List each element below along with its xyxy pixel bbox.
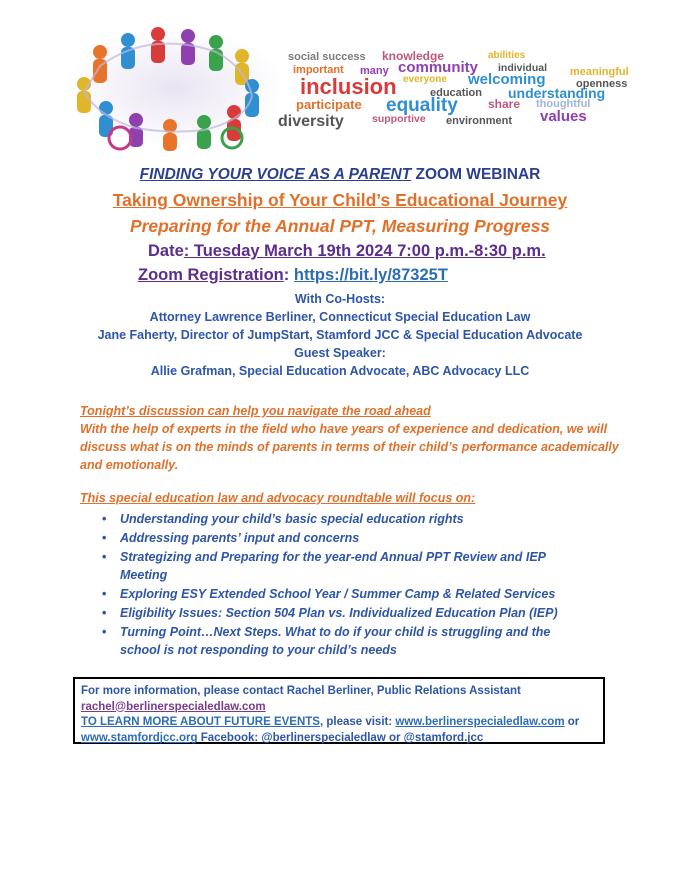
svg-text:supportive: supportive bbox=[372, 113, 426, 125]
event-subtitle-2: Preparing for the Annual PPT, Measuring Progress bbox=[129, 216, 551, 236]
svg-text:abilities: abilities bbox=[488, 50, 526, 61]
bullet-icon: • bbox=[102, 587, 107, 601]
svg-text:welcoming: welcoming bbox=[468, 71, 546, 88]
svg-text:meaningful: meaningful bbox=[570, 66, 629, 78]
svg-text:participate: participate bbox=[296, 97, 362, 112]
svg-text:share: share bbox=[488, 97, 521, 111]
future-events-label: TO LEARN MORE ABOUT FUTURE EVENTS bbox=[81, 716, 320, 728]
svg-text:knowledge: knowledge bbox=[382, 49, 445, 63]
word-cloud bbox=[278, 49, 629, 130]
contact-email-link[interactable]: rachel@berlinerspecialedlaw.com bbox=[81, 700, 266, 713]
zoom-registration: Zoom Registration: https://bit.ly/87325T bbox=[138, 266, 448, 284]
co-host-2: Jane Faherty, Director of JumpStart, Stamford JCC & Special Education Advocate bbox=[97, 328, 583, 342]
list-item: • Exploring ESY Extended School Year / Summer Camp & Related Services bbox=[102, 587, 556, 601]
svg-text:openness: openness bbox=[576, 78, 628, 90]
svg-text:values: values bbox=[540, 108, 587, 125]
stamfordjcc-website-link[interactable]: www.stamfordjcc.org bbox=[81, 731, 198, 744]
discussion-heading: Tonight’s discussion can help you navigate the road ahead bbox=[80, 404, 431, 418]
svg-text:individual: individual bbox=[498, 62, 548, 74]
co-hosts-heading: With Co-Hosts: bbox=[294, 292, 386, 306]
event-subtitle: Taking Ownership of Your Child’s Educational Journey bbox=[112, 190, 568, 210]
bullet-icon: • bbox=[102, 625, 107, 639]
contact-box: For more information, please contact Rachel Berliner, Public Relations Assistant rachel@berlinerspecialedlaw.com TO LEARN MORE ABOUT FUTURE EVENTS, please visit: www.berlinerspecialedlaw.com or www.stamfordjcc.org Facebook: @berlinerspecialedlaw or @stamford.jcc bbox=[73, 677, 605, 744]
svg-text:social success: social success bbox=[288, 51, 366, 63]
svg-text:understanding: understanding bbox=[508, 85, 606, 101]
guest-speaker-heading: Guest Speaker: bbox=[294, 346, 386, 360]
svg-text:diversity: diversity bbox=[278, 113, 344, 130]
bullet-icon: • bbox=[102, 531, 107, 545]
discussion-body: With the help of experts in the field who have years of experience and dedication, we will discuss what is on the minds of parents in terms of their child’s performance academically and emotionally. bbox=[80, 422, 619, 472]
svg-text:many: many bbox=[360, 65, 389, 77]
focus-heading: This special education law and advocacy roundtable will focus on: bbox=[80, 491, 476, 505]
svg-text:inclusion: inclusion bbox=[300, 74, 397, 99]
svg-text:important: important bbox=[293, 64, 344, 76]
svg-text:thoughtful: thoughtful bbox=[536, 98, 591, 110]
webinar-title: FINDING YOUR VOICE AS A PARENT ZOOM WEBINAR bbox=[139, 166, 541, 183]
list-item: • Addressing parents’ input and concerns bbox=[102, 531, 360, 545]
list-item: • Strategizing and Preparing for the year-end Annual PPT Review and IEP Meeting bbox=[102, 550, 546, 582]
berliner-website-link[interactable]: www.berlinerspecialedlaw.com bbox=[395, 716, 565, 728]
bullet-icon: • bbox=[102, 550, 107, 564]
guest-speaker: Allie Grafman, Special Education Advocate, ABC Advocacy LLC bbox=[150, 364, 530, 378]
svg-text:everyone: everyone bbox=[403, 74, 447, 85]
contact-line: For more information, please contact Rachel Berliner, Public Relations Assistant bbox=[81, 685, 521, 697]
event-date: Date: Tuesday March 19th 2024 7:00 p.m.-8:30 p.m. bbox=[148, 242, 546, 260]
focus-list bbox=[100, 510, 580, 660]
facebook-handles: Facebook: @berlinerspecialedlaw or @stamford.jcc bbox=[197, 731, 484, 744]
discussion-section bbox=[80, 402, 620, 474]
inclusion-banner bbox=[0, 0, 680, 160]
svg-text:education: education bbox=[430, 87, 482, 99]
svg-text:community: community bbox=[398, 59, 479, 76]
list-item: • Eligibility Issues: Section 504 Plan vs. Individualized Education Plan (IEP) bbox=[102, 606, 558, 620]
svg-text:environment: environment bbox=[446, 115, 513, 127]
svg-text:equality: equality bbox=[386, 95, 458, 116]
bullet-icon: • bbox=[102, 606, 107, 620]
list-item: • Turning Point…Next Steps. What to do if your child is struggling and the school is not responding to your child’s needs bbox=[102, 625, 551, 657]
bullet-icon: • bbox=[102, 512, 107, 526]
co-host-1: Attorney Lawrence Berliner, Connecticut Special Education Law bbox=[149, 310, 531, 324]
zoom-registration-link[interactable]: https://bit.ly/87325T bbox=[293, 266, 448, 284]
list-item: • Understanding your child’s basic special education rights bbox=[102, 512, 464, 526]
